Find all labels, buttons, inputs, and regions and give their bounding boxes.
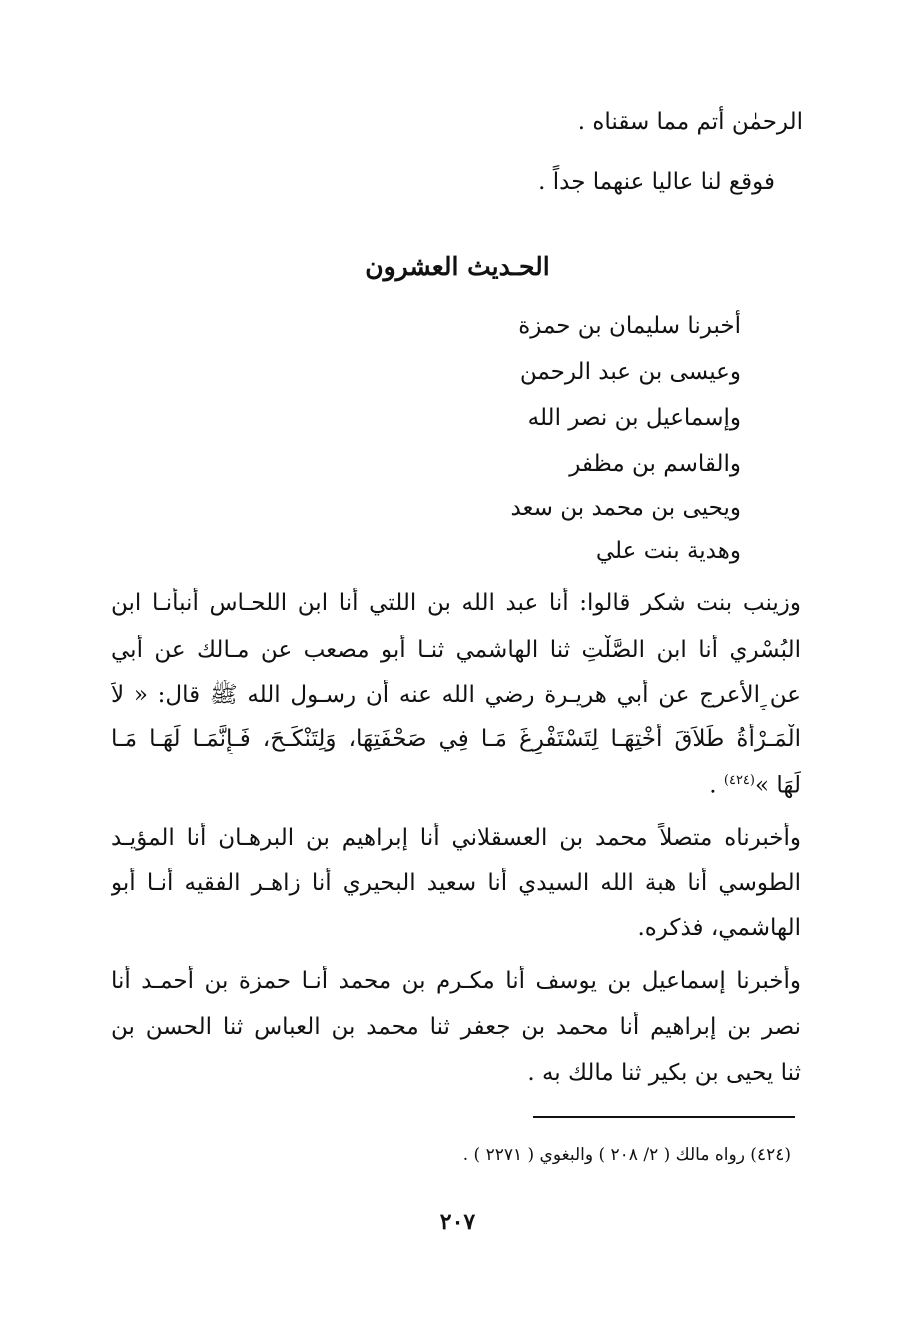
paragraph-line: الهاشمي، فذكره. [637,915,801,941]
paragraph-line: نصر بن إبراهيم أنا محمد بن جعفر ثنا محمد بن العباس ثنا الحسن بن [111,1014,801,1040]
paragraph-line: وأخبرنا إسماعيل بن يوسف أنا مكـرم بن محمد أنـا حمزة بن أحمـد أنا [111,968,801,994]
paragraph-text: لَهَا » [755,772,801,799]
footnote-separator [533,1116,795,1118]
narrator-line: أخبرنا سليمان بن حمزة [518,313,741,339]
text-line: الرحمٰن أتم مما سقناه . [577,109,803,135]
narrator-line: وعيسى بن عبد الرحمن [519,359,741,385]
narrator-line: وهدية بنت علي [595,538,741,564]
paragraph-last-line [709,766,801,801]
paragraph-line: ثنا يحيى بن بكير ثنا مالك به . [527,1060,801,1086]
paragraph-line: وزينب بنت شكر قالوا: أنا عبد الله بن اللتي أنا ابن اللحـاس أنبأنـا ابن [111,590,801,616]
footnote: (٤٢٤) رواه مالك ( ٢/ ٢٠٨ ) والبغوي ( ٢٢٧١ ) . [462,1145,791,1165]
page-number: ٢٠٧ [439,1209,476,1235]
narrator-line: والقاسم بن مظفر [569,451,741,477]
footnote-reference: (٤٢٤) [723,773,755,788]
paragraph-line: البُسْري أنا ابن الصَّلْتِ ثنا الهاشمي ثنـا أبو مصعب عن مـالك عن أبي [111,637,801,663]
paragraph-line: عن الأعرج عن أبي هريـرة رضي الله عنه أن رسـول الله ﷺ قال: « لاَ [111,682,801,708]
text-line: فوقع لنا عاليا عنهما جداً . [538,169,775,195]
narrator-line: وإسماعيل بن نصر الله [527,405,741,431]
paragraph-end: . [709,772,717,799]
section-heading: الحـديث العشرون [365,252,550,281]
paragraph-line: وأخبرناه متصلاً محمد بن العسقلاني أنا إبراهيم بن البرهـان أنا المؤيـد [111,825,801,851]
paragraph-line: الطوسي أنا هبة الله السيدي أنا سعيد البحيري أنا زاهـر الفقيه أنـا أبو [111,870,801,896]
narrator-line: ويحيى بن محمد بن سعد [510,495,741,521]
paragraph-line: الْمَـرْأَةُ طَلاَقَ أُخْتِهَـا لِتَسْتَفْرِغَ مَـا فِي صَحْفَتِهَا، وَلِتَنْكَـحَ، فَـإِنَّمَـا لَهَـا مَـا [111,726,801,752]
